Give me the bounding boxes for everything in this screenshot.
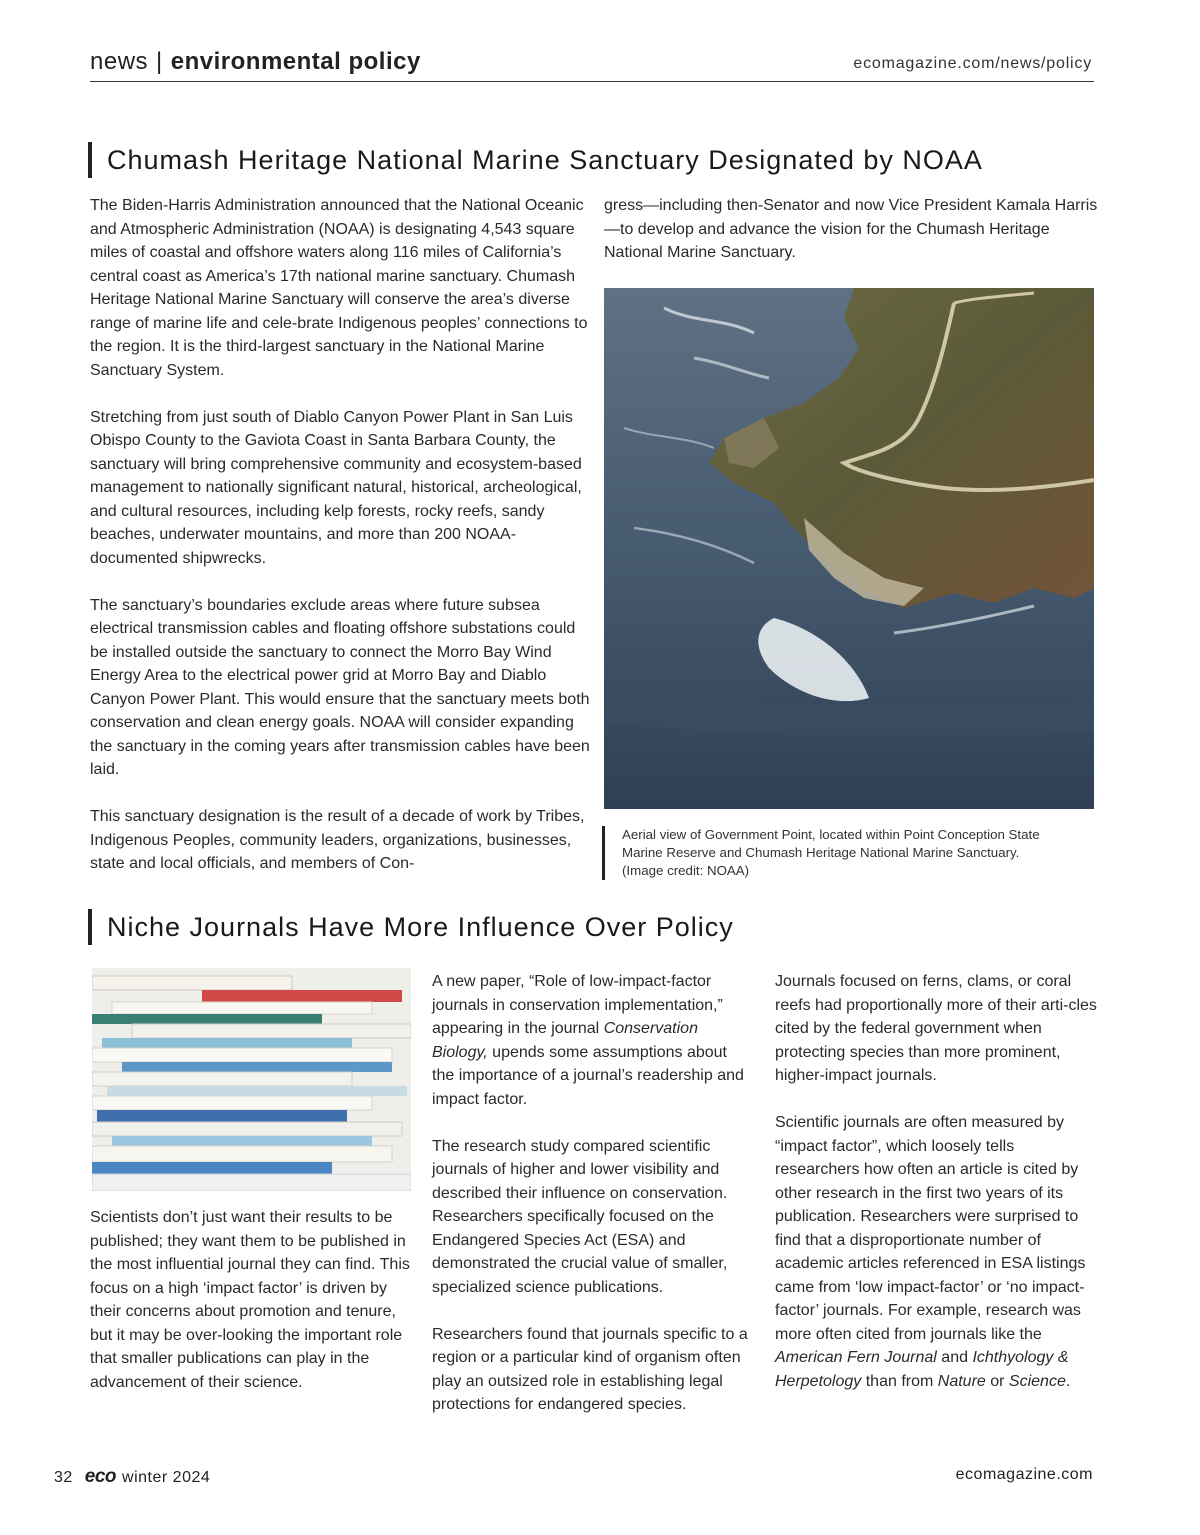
journal-name: American Fern Journal (775, 1349, 937, 1366)
text-run: . (1065, 1372, 1071, 1390)
text-run: than from (861, 1372, 938, 1390)
article1-column-1 (90, 194, 590, 876)
page-footer-left (54, 1466, 210, 1488)
section-separator: | (156, 48, 163, 75)
text-run: A new paper, “Role of low-impact-factor journals in conservation implementation,” appearing in the journal (432, 973, 723, 1037)
article2-column-2 (432, 970, 752, 1417)
article2-paragraph: Journals focused on ferns, clams, or coral reefs had proportionally more of their arti-cles cited by the federal government when protecting species than more prominent, higher-impact journals. (775, 973, 1097, 1084)
article2-paragraph (775, 1111, 1100, 1393)
text-run: upends some assumptions about the importance of a journal’s readership and impact factor. (432, 1043, 744, 1108)
section-topic: environmental policy (170, 48, 421, 75)
photo-caption: Aerial view of Government Point, located within Point Conception State Marine Reserve and Chumash Heritage National Marine Sanctuary. (Image credit: NOAA) (602, 826, 1042, 880)
text-run: Scientific journals are often measured by “impact factor”, which loosely tells researchers how often an article is cited by other research in the first two years of its publication. Researchers were surprised to find that a disproportionate number of academic articles referenced in ESA listings came from ‘low impact-factor’ or ‘no impact-factor’ journals. For example, research was more often cited from journals like the (775, 1114, 1086, 1343)
article1-column-2 (604, 194, 1099, 265)
section-label (90, 48, 421, 76)
issue-label: winter 2024 (122, 1469, 211, 1486)
article1-paragraph: The Biden-Harris Administration announced that the National Oceanic and Atmospheric Administration (NOAA) is designating 4,543 square miles of coastal and offshore waters along 116 miles of California’s central coast as America’s 17th national marine sanctuary. Chumash Heritage National Marine Sanctuary will conserve the area’s diverse range of marine life and cele-brate Indigenous peoples’ connections to the region. It is the third-largest sanctuary in the National Marine Sanctuary System. (90, 197, 588, 379)
article2-title: Niche Journals Have More Influence Over Policy (88, 909, 734, 945)
journal-name: Nature (937, 1372, 986, 1390)
page-header (90, 48, 1094, 82)
article1-paragraph: This sanctuary designation is the result of a decade of work by Tribes, Indigenous Peoples, community leaders, organizations, businesses, state and local officials, and members of Con- (90, 808, 585, 872)
magazine-logo: eco (84, 1466, 117, 1487)
page-number: 32 (54, 1469, 73, 1486)
footer-site: ecomagazine.com (955, 1466, 1093, 1483)
article2-column-1 (90, 1206, 415, 1394)
journal-name: Conservation Biology, (432, 1020, 698, 1061)
article2-paragraph: Researchers found that journals specific to a region or a particular kind of organism often play an outsized role in establishing legal protections for endangered species. (432, 1325, 748, 1413)
article1-paragraph: The sanctuary’s boundaries exclude areas where future subsea electrical transmission cables and floating offshore substations could be installed outside the sanctuary to connect the Morro Bay Wind Energy Area to the electrical power grid at Morro Bay and Diablo Canyon Power Plant. This would ensure that the sanctuary meets both conservation and clean energy goals. NOAA will consider expanding the sanctuary in the coming years after transmission cables have been laid. (90, 596, 590, 778)
aerial-coast-photo (604, 288, 1094, 809)
article1-paragraph: Stretching from just south of Diablo Canyon Power Plant in San Luis Obispo County to the Gaviota Coast in Santa Barbara County, the sanctuary will bring comprehensive community and ecosystem-based management to nationally significant natural, historical, archeological, and cultural resources, including kelp forests, rocky reefs, sandy beaches, underwater mountains, and more than 200 NOAA-documented shipwrecks. (90, 408, 582, 567)
text-run: or (985, 1372, 1009, 1390)
journal-name: Ichthyology & Herpetology (775, 1349, 1069, 1390)
article2-paragraph: Scientists don’t just want their results to be published; they want them to be published in the most influential journal they can find. This focus on a high ‘impact factor’ is driven by their concerns about promotion and tenure, but it may be over-looking the important role that smaller publications can play in the advancement of their science. (90, 1209, 410, 1391)
article2-column-3 (775, 970, 1100, 1393)
article1-title: Chumash Heritage National Marine Sanctuary Designated by NOAA (88, 142, 983, 178)
section-url: ecomagazine.com/news/policy (853, 55, 1092, 72)
journal-name: Science (1008, 1372, 1066, 1390)
article2-paragraph (432, 970, 752, 1111)
journal-stack-photo (92, 968, 411, 1191)
article1-paragraph: gress—including then-Senator and now Vice President Kamala Harris—to develop and advance the vision for the Chumash Heritage National Marine Sanctuary. (604, 197, 1098, 261)
text-run: and (936, 1349, 973, 1366)
article2-paragraph: The research study compared scientific journals of higher and lower visibility and described their influence on conservation. Researchers specifically focused on the Endangered Species Act (ESA) and demonstrated the crucial value of smaller, specialized science publications. (432, 1137, 728, 1296)
section-name: news (90, 48, 149, 75)
